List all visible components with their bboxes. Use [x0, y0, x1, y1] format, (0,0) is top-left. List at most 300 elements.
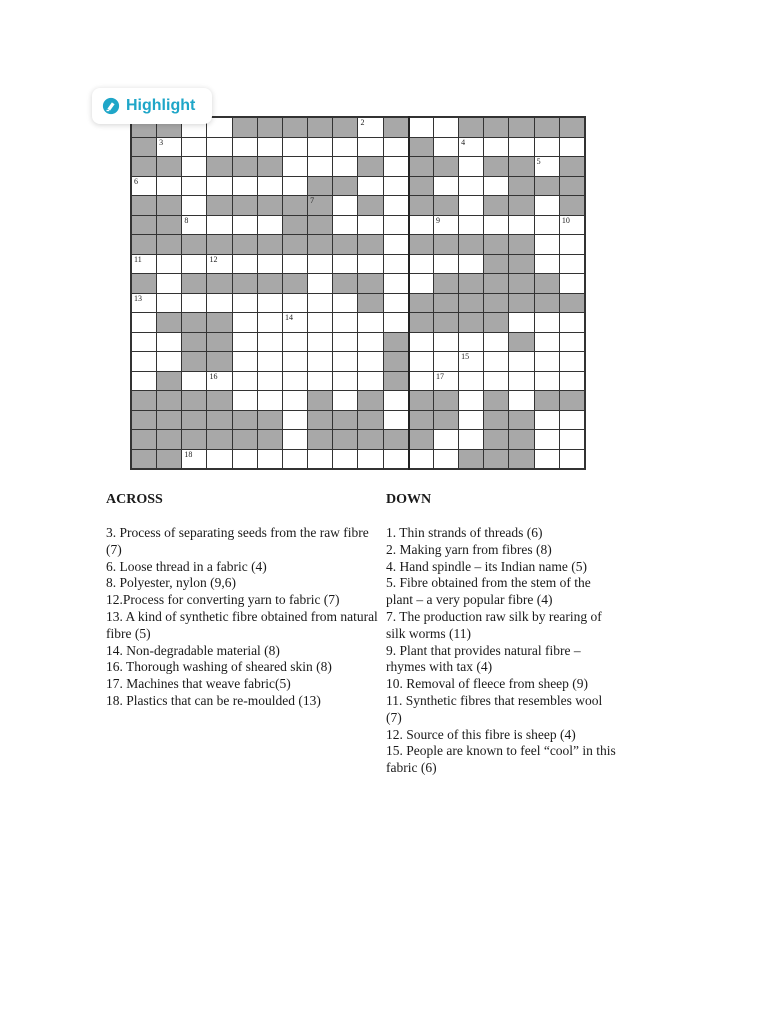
grid-cell[interactable] [283, 294, 307, 313]
grid-cell-blocked [560, 294, 584, 313]
grid-cell-blocked [258, 118, 282, 137]
grid-cell[interactable] [233, 352, 257, 371]
grid-cell[interactable] [283, 372, 307, 391]
grid-cell[interactable] [535, 138, 559, 157]
grid-cell-blocked [182, 274, 206, 293]
grid-cell[interactable] [384, 138, 408, 157]
grid-cell[interactable] [283, 333, 307, 352]
grid-cell-blocked [434, 391, 458, 410]
grid-cell-blocked [459, 274, 483, 293]
grid-cell[interactable] [434, 333, 458, 352]
grid-cell[interactable] [258, 294, 282, 313]
clue-number: 17 [435, 371, 444, 381]
grid-cell[interactable] [308, 255, 332, 274]
grid-cell[interactable] [258, 177, 282, 196]
grid-cell[interactable] [358, 177, 382, 196]
grid-cell[interactable] [384, 235, 408, 254]
across-clue: 17. Machines that weave fabric(5) [106, 676, 291, 692]
grid-cell[interactable] [384, 391, 408, 410]
grid-cell[interactable] [535, 450, 559, 469]
grid-cell[interactable] [358, 138, 382, 157]
across-clue: 6. Loose thread in a fabric (4) [106, 558, 267, 574]
grid-cell[interactable] [333, 313, 357, 332]
grid-cell[interactable] [384, 216, 408, 235]
grid-cell[interactable] [434, 177, 458, 196]
grid-cell-blocked [258, 196, 282, 215]
grid-cell-blocked [333, 411, 357, 430]
grid-cell[interactable] [233, 391, 257, 410]
clue-number: 10 [561, 215, 570, 225]
clue-number: 9 [435, 215, 440, 225]
across-clue: 18. Plastics that can be re-moulded (13) [106, 692, 321, 708]
grid-cell[interactable] [434, 450, 458, 469]
grid-cell-blocked [258, 411, 282, 430]
grid-cell[interactable] [409, 274, 433, 293]
grid-cell[interactable] [182, 138, 206, 157]
grid-cell[interactable] [207, 177, 231, 196]
grid-cell[interactable] [459, 157, 483, 176]
down-clue: 5. Fibre obtained from the stem of the plant – a very popular fibre (4) [386, 575, 591, 608]
grid-cell[interactable] [358, 352, 382, 371]
grid-cell[interactable] [258, 255, 282, 274]
grid-cell-blocked [157, 196, 181, 215]
grid-cell-blocked [484, 430, 508, 449]
grid-cell-blocked [157, 157, 181, 176]
grid-cell-blocked [233, 196, 257, 215]
grid-cell-blocked [509, 274, 533, 293]
grid-cell-blocked [132, 274, 156, 293]
grid-cell-blocked [509, 196, 533, 215]
grid-cell[interactable] [358, 255, 382, 274]
grid-cell-blocked [132, 411, 156, 430]
grid-cell[interactable] [283, 313, 307, 332]
grid-cell[interactable] [132, 372, 156, 391]
grid-cell[interactable] [560, 372, 584, 391]
grid-cell-blocked [409, 294, 433, 313]
grid-cell[interactable] [459, 372, 483, 391]
grid-cell-blocked [358, 157, 382, 176]
grid-cell[interactable] [333, 294, 357, 313]
grid-cell[interactable] [358, 118, 382, 137]
grid-cell[interactable] [157, 138, 181, 157]
grid-cell[interactable] [333, 333, 357, 352]
grid-cell[interactable] [333, 372, 357, 391]
grid-cell[interactable] [182, 177, 206, 196]
grid-cell-blocked [484, 391, 508, 410]
grid-cell[interactable] [132, 313, 156, 332]
grid-cell[interactable] [308, 450, 332, 469]
grid-cell[interactable] [233, 138, 257, 157]
grid-cell[interactable] [182, 196, 206, 215]
grid-cell[interactable] [459, 430, 483, 449]
grid-cell[interactable] [434, 118, 458, 137]
grid-cell[interactable] [157, 294, 181, 313]
grid-cell[interactable] [560, 450, 584, 469]
grid-cell[interactable] [434, 216, 458, 235]
grid-cell-blocked [358, 391, 382, 410]
grid-cell[interactable] [333, 157, 357, 176]
grid-cell[interactable] [182, 294, 206, 313]
grid-cell[interactable] [132, 255, 156, 274]
grid-cell[interactable] [258, 391, 282, 410]
grid-cell[interactable] [560, 411, 584, 430]
highlight-button[interactable] [92, 88, 212, 124]
grid-cell[interactable] [333, 352, 357, 371]
highlight-icon [102, 97, 120, 115]
grid-cell[interactable] [207, 255, 231, 274]
grid-cell-blocked [484, 450, 508, 469]
grid-cell[interactable] [308, 352, 332, 371]
down-clue: 9. Plant that provides natural fibre – rhymes with tax (4) [386, 642, 581, 675]
grid-cell[interactable] [157, 333, 181, 352]
grid-cell-blocked [283, 216, 307, 235]
grid-cell[interactable] [535, 196, 559, 215]
grid-cell[interactable] [233, 255, 257, 274]
grid-cell-blocked [384, 372, 408, 391]
grid-cell[interactable] [509, 352, 533, 371]
grid-cell[interactable] [207, 138, 231, 157]
grid-cell-blocked [157, 235, 181, 254]
clue-number: 6 [134, 176, 138, 186]
grid-cell[interactable] [157, 255, 181, 274]
grid-cell[interactable] [308, 372, 332, 391]
grid-cell[interactable] [283, 157, 307, 176]
grid-cell-blocked [207, 352, 231, 371]
grid-cell-blocked [207, 313, 231, 332]
clue-number: 7 [310, 196, 315, 205]
grid-cell[interactable] [409, 333, 433, 352]
grid-cell-blocked [560, 177, 584, 196]
grid-cell[interactable] [233, 372, 257, 391]
grid-cell[interactable] [409, 352, 433, 371]
grid-cell[interactable] [535, 430, 559, 449]
grid-cell[interactable] [434, 138, 458, 157]
grid-cell[interactable] [182, 372, 206, 391]
grid-cell-blocked [535, 118, 559, 137]
grid-cell[interactable] [207, 450, 231, 469]
grid-cell-blocked [182, 313, 206, 332]
grid-cell[interactable] [207, 294, 231, 313]
grid-cell[interactable] [182, 450, 206, 469]
grid-cell[interactable] [308, 157, 332, 176]
grid-cell[interactable] [459, 352, 483, 371]
grid-cell[interactable] [182, 255, 206, 274]
down-clue: 11. Synthetic fibres that resembles wool (7) [386, 692, 603, 725]
grid-cell-blocked [535, 274, 559, 293]
grid-cell-blocked [333, 118, 357, 137]
grid-cell[interactable] [409, 450, 433, 469]
grid-cell[interactable] [258, 138, 282, 157]
grid-cell[interactable] [283, 352, 307, 371]
grid-cell-blocked [157, 313, 181, 332]
grid-cell[interactable] [560, 255, 584, 274]
grid-cell[interactable] [535, 411, 559, 430]
grid-cell-blocked [132, 216, 156, 235]
grid-cell-blocked [509, 430, 533, 449]
grid-cell-blocked [132, 157, 156, 176]
grid-cell[interactable] [384, 196, 408, 215]
grid-cell-blocked [358, 274, 382, 293]
grid-cell[interactable] [560, 352, 584, 371]
grid-cell[interactable] [157, 274, 181, 293]
grid-cell[interactable] [509, 216, 533, 235]
across-clue: 13. A kind of synthetic fibre obtained from natural fibre (5) [106, 608, 378, 641]
grid-cell[interactable] [535, 352, 559, 371]
grid-cell[interactable] [560, 274, 584, 293]
clue-number: 18 [184, 449, 193, 459]
grid-cell-blocked [157, 411, 181, 430]
grid-cell-blocked [560, 118, 584, 137]
grid-cell[interactable] [535, 235, 559, 254]
grid-cell[interactable] [358, 372, 382, 391]
grid-cell[interactable] [560, 313, 584, 332]
grid-cell[interactable] [333, 138, 357, 157]
grid-cell[interactable] [384, 255, 408, 274]
grid-cell[interactable] [384, 313, 408, 332]
grid-cell[interactable] [132, 352, 156, 371]
grid-cell[interactable] [509, 372, 533, 391]
grid-cell-blocked [233, 118, 257, 137]
grid-cell[interactable] [535, 255, 559, 274]
grid-cell[interactable] [409, 372, 433, 391]
grid-cell[interactable] [258, 450, 282, 469]
grid-cell-blocked [509, 411, 533, 430]
grid-cell[interactable] [384, 294, 408, 313]
grid-cell[interactable] [535, 333, 559, 352]
grid-cell[interactable] [308, 313, 332, 332]
grid-cell-blocked [434, 196, 458, 215]
clue-number: 8 [184, 215, 189, 225]
grid-cell[interactable] [459, 391, 483, 410]
grid-cell[interactable] [409, 216, 433, 235]
grid-cell[interactable] [560, 333, 584, 352]
grid-cell[interactable] [283, 138, 307, 157]
grid-cell[interactable] [207, 372, 231, 391]
down-clue-list [386, 525, 616, 777]
grid-cell-blocked [409, 157, 433, 176]
grid-cell[interactable] [509, 313, 533, 332]
grid-cell-blocked [560, 196, 584, 215]
grid-cell-blocked [459, 235, 483, 254]
grid-cell-blocked [157, 430, 181, 449]
grid-cell[interactable] [358, 313, 382, 332]
grid-cell-blocked [207, 411, 231, 430]
grid-cell[interactable] [484, 372, 508, 391]
across-heading: ACROSS [106, 492, 163, 507]
grid-cell-blocked [459, 313, 483, 332]
grid-cell[interactable] [333, 196, 357, 215]
grid-cell[interactable] [283, 255, 307, 274]
grid-cell[interactable] [233, 450, 257, 469]
grid-cell[interactable] [484, 177, 508, 196]
across-clue: 3. Process of separating seeds from the raw fibre (7) [106, 525, 369, 557]
grid-cell[interactable] [434, 255, 458, 274]
grid-cell[interactable] [535, 372, 559, 391]
grid-cell[interactable] [459, 216, 483, 235]
grid-cell-blocked [560, 391, 584, 410]
grid-cell-blocked [484, 294, 508, 313]
clue-number: 5 [536, 157, 541, 166]
grid-cell[interactable] [358, 450, 382, 469]
grid-cell[interactable] [233, 177, 257, 196]
grid-cell[interactable] [258, 352, 282, 371]
grid-cell[interactable] [233, 333, 257, 352]
grid-cell[interactable] [459, 196, 483, 215]
grid-cell[interactable] [308, 138, 332, 157]
grid-cell[interactable] [258, 333, 282, 352]
across-clue: 14. Non-degradable material (8) [106, 642, 280, 658]
grid-cell[interactable] [409, 118, 433, 137]
grid-cell-blocked [182, 391, 206, 410]
grid-cell-blocked [384, 333, 408, 352]
grid-cell[interactable] [283, 430, 307, 449]
grid-cell[interactable] [484, 352, 508, 371]
grid-cell[interactable] [157, 352, 181, 371]
grid-cell[interactable] [233, 313, 257, 332]
grid-cell-blocked [333, 177, 357, 196]
grid-cell-blocked [409, 313, 433, 332]
grid-cell[interactable] [459, 255, 483, 274]
grid-cell[interactable] [132, 177, 156, 196]
grid-cell[interactable] [182, 216, 206, 235]
grid-cell-blocked [308, 196, 332, 215]
grid-cell-blocked [409, 235, 433, 254]
grid-cell[interactable] [182, 157, 206, 176]
grid-cell[interactable] [308, 294, 332, 313]
grid-cell-blocked [308, 411, 332, 430]
grid-cell[interactable] [358, 216, 382, 235]
grid-cell[interactable] [283, 450, 307, 469]
grid-cell[interactable] [434, 372, 458, 391]
grid-cell[interactable] [233, 294, 257, 313]
grid-cell-blocked [509, 118, 533, 137]
grid-cell-blocked [384, 352, 408, 371]
grid-cell-blocked [157, 450, 181, 469]
grid-cell[interactable] [384, 157, 408, 176]
grid-cell[interactable] [560, 138, 584, 157]
grid-cell[interactable] [484, 216, 508, 235]
grid-cell-blocked [233, 157, 257, 176]
grid-cell-blocked [308, 430, 332, 449]
grid-cell[interactable] [283, 391, 307, 410]
grid-cell-blocked [308, 235, 332, 254]
grid-cell-blocked [207, 274, 231, 293]
grid-cell[interactable] [333, 216, 357, 235]
grid-cell[interactable] [509, 391, 533, 410]
grid-cell-blocked [258, 274, 282, 293]
clue-number: 3 [159, 137, 164, 147]
grid-cell[interactable] [384, 411, 408, 430]
grid-cell-blocked [509, 157, 533, 176]
grid-cell[interactable] [434, 352, 458, 371]
grid-cell[interactable] [384, 177, 408, 196]
grid-cell[interactable] [258, 313, 282, 332]
grid-cell[interactable] [535, 157, 559, 176]
grid-cell[interactable] [132, 333, 156, 352]
grid-cell-blocked [509, 255, 533, 274]
clue-number: 15 [461, 352, 470, 361]
grid-cell-blocked [484, 313, 508, 332]
grid-cell[interactable] [258, 372, 282, 391]
grid-cell-blocked [258, 235, 282, 254]
down-clue: 15. People are known to feel “cool” in this fabric (6) [386, 743, 616, 776]
grid-cell[interactable] [207, 118, 231, 137]
grid-cell-blocked [535, 177, 559, 196]
grid-cell[interactable] [283, 177, 307, 196]
grid-cell[interactable] [434, 430, 458, 449]
grid-cell[interactable] [535, 216, 559, 235]
grid-cell[interactable] [409, 255, 433, 274]
grid-cell[interactable] [459, 138, 483, 157]
grid-cell[interactable] [535, 313, 559, 332]
grid-cell-blocked [132, 391, 156, 410]
grid-cell[interactable] [258, 216, 282, 235]
grid-cell[interactable] [384, 450, 408, 469]
down-clue: 4. Hand spindle – its Indian name (5) [386, 558, 587, 574]
grid-cell-blocked [409, 391, 433, 410]
grid-cell[interactable] [459, 177, 483, 196]
grid-cell-blocked [182, 352, 206, 371]
grid-cell[interactable] [560, 430, 584, 449]
grid-cell-blocked [132, 430, 156, 449]
grid-cell-blocked [535, 391, 559, 410]
grid-cell-blocked [434, 294, 458, 313]
grid-cell[interactable] [484, 333, 508, 352]
down-clue: 7. The production raw silk by rearing of silk worms (11) [386, 608, 602, 641]
grid-cell-blocked [207, 333, 231, 352]
clue-number: 12 [209, 254, 218, 264]
grid-cell[interactable] [333, 450, 357, 469]
crossword-grid [130, 116, 586, 470]
grid-cell[interactable] [308, 274, 332, 293]
grid-cell-blocked [283, 235, 307, 254]
grid-cell[interactable] [207, 216, 231, 235]
grid-cell-blocked [484, 157, 508, 176]
grid-cell[interactable] [132, 294, 156, 313]
grid-cell[interactable] [560, 235, 584, 254]
clue-number: 14 [284, 313, 293, 322]
grid-cell[interactable] [384, 274, 408, 293]
grid-cell[interactable] [233, 216, 257, 235]
grid-cell-blocked [207, 235, 231, 254]
grid-cell-blocked [132, 138, 156, 157]
grid-cell[interactable] [484, 138, 508, 157]
down-clue: 1. Thin strands of threads (6) [386, 525, 543, 540]
grid-cell[interactable] [333, 255, 357, 274]
grid-cell-blocked [132, 196, 156, 215]
grid-cell[interactable] [308, 333, 332, 352]
grid-cell-blocked [384, 118, 408, 137]
grid-cell-blocked [333, 235, 357, 254]
grid-cell[interactable] [358, 333, 382, 352]
grid-cell-blocked [459, 450, 483, 469]
grid-cell[interactable] [283, 411, 307, 430]
grid-cell-blocked [283, 196, 307, 215]
grid-cell-blocked [409, 430, 433, 449]
grid-cell[interactable] [560, 216, 584, 235]
grid-cell[interactable] [333, 391, 357, 410]
clue-number: 16 [209, 371, 218, 381]
grid-cell-blocked [207, 391, 231, 410]
grid-cell[interactable] [509, 138, 533, 157]
grid-cell-blocked [182, 333, 206, 352]
grid-cell-blocked [182, 411, 206, 430]
grid-cell[interactable] [459, 333, 483, 352]
grid-cell[interactable] [459, 411, 483, 430]
grid-cell-blocked [509, 333, 533, 352]
grid-cell-blocked [484, 196, 508, 215]
grid-cell[interactable] [157, 177, 181, 196]
